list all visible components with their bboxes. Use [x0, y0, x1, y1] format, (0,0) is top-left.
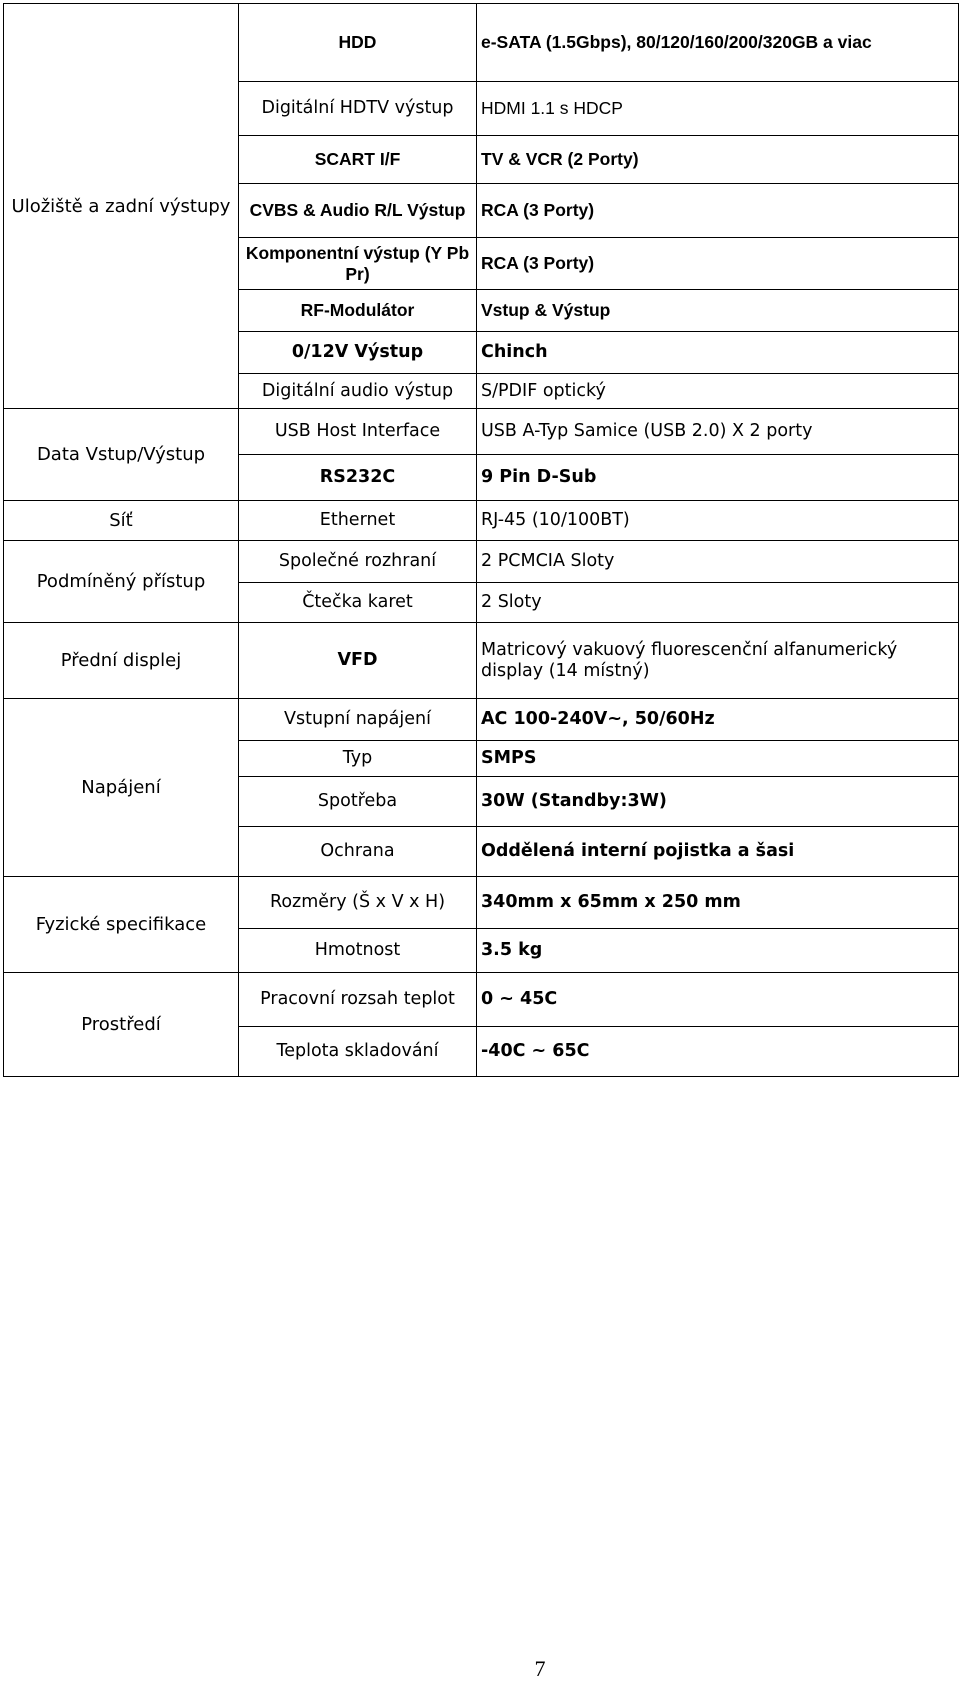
value-power-input: AC 100-240V~, 50/60Hz	[477, 699, 959, 741]
label-digital-audio: Digitální audio výstup	[239, 374, 477, 409]
label-cvbs: CVBS & Audio R/L Výstup	[239, 184, 477, 238]
table-row	[4, 501, 959, 541]
label-scart: SCART I/F	[239, 136, 477, 184]
group-conditional-access: Podmíněný přístup	[4, 541, 239, 623]
label-operating-temp: Pracovní rozsah teplot	[239, 973, 477, 1027]
label-card-reader: Čtečka karet	[239, 583, 477, 623]
label-12v: 0/12V Výstup	[239, 332, 477, 374]
table-row	[4, 623, 959, 699]
value-ethernet: RJ-45 (10/100BT)	[477, 501, 959, 541]
table-row	[4, 541, 959, 583]
value-protection: Oddělená interní pojistka a šasi	[477, 827, 959, 877]
group-physical: Fyzické specifikace	[4, 877, 239, 973]
label-power-input: Vstupní napájení	[239, 699, 477, 741]
group-front-display: Přední displej	[4, 623, 239, 699]
label-usb: USB Host Interface	[239, 409, 477, 455]
value-cvbs: RCA (3 Porty)	[477, 184, 959, 238]
value-scart: TV & VCR (2 Porty)	[477, 136, 959, 184]
value-12v: Chinch	[477, 332, 959, 374]
value-usb: USB A-Typ Samice (USB 2.0) X 2 porty	[477, 409, 959, 455]
label-consumption: Spotřeba	[239, 777, 477, 827]
label-hdtv: Digitální HDTV výstup	[239, 82, 477, 136]
group-power: Napájení	[4, 699, 239, 877]
value-component: RCA (3 Porty)	[477, 238, 959, 290]
value-power-type: SMPS	[477, 741, 959, 777]
value-card-reader: 2 Sloty	[477, 583, 959, 623]
group-environment: Prostředí	[4, 973, 239, 1077]
label-power-type: Typ	[239, 741, 477, 777]
value-common-interface: 2 PCMCIA Sloty	[477, 541, 959, 583]
value-vfd: Matricový vakuový fluorescenční alfanumerický display (14 místný)	[477, 623, 959, 699]
label-rs232: RS232C	[239, 455, 477, 501]
label-weight: Hmotnost	[239, 929, 477, 973]
value-rf: Vstup & Výstup	[477, 290, 959, 332]
table-row	[4, 4, 959, 82]
value-storage-temp: -40C ~ 65C	[477, 1027, 959, 1077]
label-ethernet: Ethernet	[239, 501, 477, 541]
label-dimensions: Rozměry (Š x V x H)	[239, 877, 477, 929]
value-rs232: 9 Pin D-Sub	[477, 455, 959, 501]
label-common-interface: Společné rozhraní	[239, 541, 477, 583]
value-operating-temp: 0 ~ 45C	[477, 973, 959, 1027]
table-row	[4, 699, 959, 741]
group-network: Síť	[4, 501, 239, 541]
value-dimensions: 340mm x 65mm x 250 mm	[477, 877, 959, 929]
group-data-io: Data Vstup/Výstup	[4, 409, 239, 501]
label-hdd: HDD	[239, 4, 477, 82]
group-storage: Uložiště a zadní výstupy	[4, 4, 239, 409]
label-vfd: VFD	[239, 623, 477, 699]
table-row	[4, 409, 959, 455]
page-number: 7	[534, 1656, 546, 1681]
value-consumption: 30W (Standby:3W)	[477, 777, 959, 827]
label-rf: RF-Modulátor	[239, 290, 477, 332]
value-weight: 3.5 kg	[477, 929, 959, 973]
value-digital-audio: S/PDIF optický	[477, 374, 959, 409]
value-hdtv: HDMI 1.1 s HDCP	[477, 82, 959, 136]
label-protection: Ochrana	[239, 827, 477, 877]
specification-table	[3, 3, 959, 1077]
value-hdd: e-SATA (1.5Gbps), 80/120/160/200/320GB a viac	[477, 4, 959, 82]
table-row	[4, 877, 959, 929]
table-row	[4, 973, 959, 1027]
label-storage-temp: Teplota skladování	[239, 1027, 477, 1077]
label-component: Komponentní výstup (Y Pb Pr)	[239, 238, 477, 290]
